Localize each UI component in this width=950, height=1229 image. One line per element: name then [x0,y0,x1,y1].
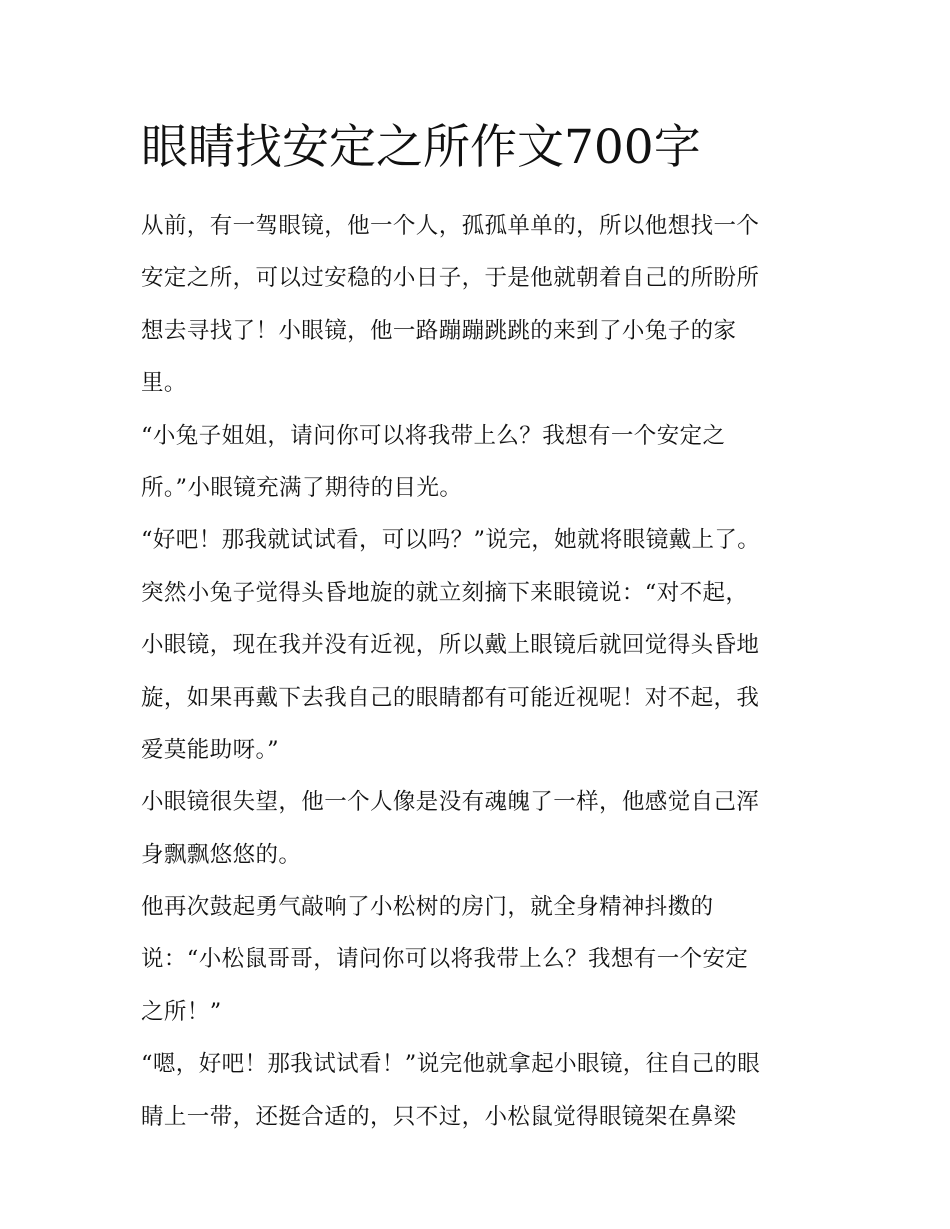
text-line: “好吧！那我就试试看，可以吗？”说完，她就将眼镜戴上了。 [141,527,761,554]
text-line: 小眼镜很失望，他一个人像是没有魂魄了一样，他感觉自己浑 [141,789,760,816]
text-line: 所。”小眼镜充满了期待的目光。 [141,474,463,501]
article-body [141,200,821,1143]
text-line: 身飘飘悠悠的。 [141,841,302,868]
text-line: 之所！” [141,998,222,1025]
text-line: 小眼镜，现在我并没有近视，所以戴上眼镜后就回觉得头昏地 [141,632,760,659]
text-line: 里。 [141,370,187,397]
text-line: 爱莫能助呀。” [141,736,280,763]
page-title: 眼睛找安定之所作文700字 [141,120,701,175]
text-line: 旋，如果再戴下去我自己的眼睛都有可能近视呢！对不起，我 [141,684,760,711]
text-line: 睛上一带，还挺合适的，只不过，小松鼠觉得眼镜架在鼻梁 [141,1103,737,1130]
text-line: “嗯，好吧！那我试试看！”说完他就拿起小眼镜，往自己的眼 [141,1051,761,1078]
text-line: 想去寻找了！小眼镜，他一路蹦蹦跳跳的来到了小兔子的家 [141,317,737,344]
text-line: 突然小兔子觉得头昏地旋的就立刻摘下来眼镜说：“对不起， [141,579,749,606]
text-line: 说：“小松鼠哥哥，请问你可以将我带上么？我想有一个安定 [141,946,749,973]
text-line: 从前，有一驾眼镜，他一个人，孤孤单单的，所以他想找一个 [141,213,760,239]
text-line: 他再次鼓起勇气敲响了小松树的房门，就全身精神抖擞的 [141,894,714,921]
text-line: “小兔子姐姐，请问你可以将我带上么？我想有一个安定之 [141,422,726,449]
text-line: 安定之所，可以过安稳的小日子，于是他就朝着自己的所盼所 [141,265,760,292]
